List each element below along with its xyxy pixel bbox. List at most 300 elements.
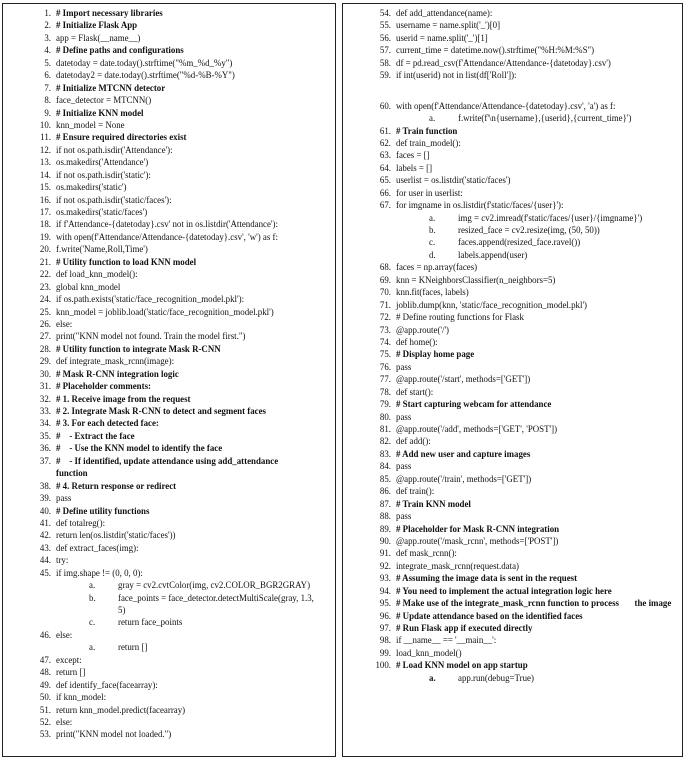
code-text: def add(): <box>396 436 431 447</box>
line-number: 37. <box>39 455 51 466</box>
line-number: 23. <box>39 281 51 292</box>
code-line <box>343 19 682 31</box>
line-number: 76. <box>379 361 391 372</box>
line-number: 32. <box>39 393 51 404</box>
code-line <box>3 505 335 517</box>
code-text: @app.route('/') <box>396 324 450 335</box>
code-line <box>3 579 335 591</box>
code-text: joblib.dump(knn, 'static/face_recognition_model.pkl') <box>396 299 588 310</box>
line-number: 96. <box>379 610 391 621</box>
line-number: 18. <box>39 219 51 230</box>
line-number: 29. <box>39 356 51 367</box>
code-text: knn.fit(faces, labels) <box>396 287 469 298</box>
code-line <box>343 174 682 186</box>
code-listing-left-column <box>2 3 336 757</box>
line-number: 82. <box>379 436 391 447</box>
code-line <box>3 567 335 579</box>
code-text: def add_attendance(name): <box>396 8 493 18</box>
code-text: if os.path.exists('static/face_recognition_model.pkl'): <box>56 294 245 305</box>
code-line <box>3 107 335 119</box>
code-line <box>343 112 682 124</box>
code-text: except: <box>56 654 82 665</box>
code-comment: # Display home page <box>396 349 475 360</box>
code-line <box>3 728 335 740</box>
code-text: with open(f'Attendance/Attendance-{datetoday}.csv', 'w') as f: <box>56 231 278 242</box>
line-number: 1. <box>44 8 51 18</box>
line-number: 61. <box>379 125 391 136</box>
line-number: 75. <box>379 349 391 360</box>
code-line <box>3 119 335 131</box>
line-number: 25. <box>39 306 51 317</box>
code-comment: # Initialize KNN model <box>56 107 144 118</box>
code-text: return len(os.listdir('static/faces')) <box>56 530 176 541</box>
code-line <box>343 7 682 19</box>
sub-item-label: a. <box>429 212 436 223</box>
line-number: 71. <box>379 299 391 310</box>
code-line <box>3 343 335 355</box>
code-line <box>343 249 682 261</box>
code-line <box>3 44 335 56</box>
line-number: 66. <box>379 187 391 198</box>
code-line <box>343 261 682 273</box>
line-number: 7. <box>44 82 51 93</box>
code-line <box>343 435 682 447</box>
code-line <box>343 547 682 559</box>
code-text: integrate_mask_rcnn(request.data) <box>396 560 519 571</box>
line-number: 47. <box>39 654 51 665</box>
code-line <box>343 386 682 398</box>
line-number: 62. <box>379 137 391 148</box>
code-text: current_time = datetime.now().strftime("%H:%M:%S") <box>396 45 595 56</box>
code-comment: # You need to implement the actual integration logic here <box>396 585 612 596</box>
line-number: 50. <box>39 692 51 703</box>
line-number: 99. <box>379 647 391 658</box>
code-text: def home(): <box>396 336 438 347</box>
code-line <box>3 616 335 628</box>
code-line <box>3 704 335 716</box>
code-line <box>3 293 335 305</box>
code-line <box>343 572 682 584</box>
line-number: 98. <box>379 635 391 646</box>
line-number: 90. <box>379 535 391 546</box>
code-comment: # 4. Return response or redirect <box>56 480 177 491</box>
code-text: img = cv2.imread(f'static/faces/{user}/{imgname}') <box>458 212 643 223</box>
code-text: if not os.path.isdir('static'): <box>56 169 151 180</box>
line-number: 24. <box>39 294 51 305</box>
code-line <box>3 492 335 504</box>
code-line <box>3 19 335 31</box>
line-number: 31. <box>39 381 51 392</box>
code-line <box>3 181 335 193</box>
sub-item-label: d. <box>429 249 436 260</box>
code-comment: # Train KNN model <box>396 498 471 509</box>
line-number: 42. <box>39 530 51 541</box>
line-number: 2. <box>44 20 51 31</box>
line-number: 22. <box>39 269 51 280</box>
line-number: 36. <box>39 443 51 454</box>
line-number: 65. <box>379 175 391 186</box>
code-line <box>3 666 335 678</box>
code-text: face_points = face_detector.detectMultiScale(gray, 1.3, <box>118 592 314 603</box>
line-number: 21. <box>39 256 51 267</box>
code-comment: # Add new user and capture images <box>396 448 531 459</box>
code-comment: # - If identified, update attendance using add_attendance <box>56 455 279 466</box>
line-number: 79. <box>379 399 391 410</box>
line-number: 70. <box>379 287 391 298</box>
code-text: global knn_model <box>56 281 121 292</box>
code-line <box>3 467 335 479</box>
code-text: def integrate_mask_rcnn(image): <box>56 356 175 367</box>
line-number: 93. <box>379 573 391 584</box>
code-text: print("KNN model not loaded.") <box>56 729 172 740</box>
code-line <box>3 281 335 293</box>
code-line <box>343 57 682 69</box>
code-line <box>343 460 682 472</box>
code-line <box>343 324 682 336</box>
code-comment: # Define paths and configurations <box>56 45 184 56</box>
line-number: 16. <box>39 194 51 205</box>
code-text: os.makedirs('static') <box>56 182 127 193</box>
line-number: 91. <box>379 548 391 559</box>
code-line <box>3 206 335 218</box>
code-line <box>3 529 335 541</box>
line-number: 45. <box>39 567 51 578</box>
line-number: 6. <box>44 70 51 81</box>
code-text: for user in userlist: <box>396 187 463 198</box>
code-comment: # 1. Receive image from the request <box>56 393 191 404</box>
line-number: 49. <box>39 679 51 690</box>
code-line <box>3 654 335 666</box>
code-text: if f'Attendance-{datetoday}.csv' not in os.listdir('Attendance'): <box>56 219 278 230</box>
line-number: 94. <box>379 585 391 596</box>
code-line <box>3 94 335 106</box>
code-comment: function <box>56 468 88 479</box>
line-number: 4. <box>44 45 51 56</box>
code-line <box>3 679 335 691</box>
line-number: 43. <box>39 542 51 553</box>
code-listing-right-column <box>342 3 683 757</box>
code-text: print("KNN model not found. Train the model first.") <box>56 331 246 342</box>
line-number: 64. <box>379 162 391 173</box>
code-text: df = pd.read_csv(f'Attendance/Attendance-{datetoday}.csv') <box>396 57 611 68</box>
code-line <box>343 622 682 634</box>
code-line <box>343 274 682 286</box>
sub-item-label: a. <box>89 642 96 653</box>
code-line <box>3 306 335 318</box>
code-text: face_detector = MTCNN() <box>56 95 152 106</box>
code-text: knn_model = None <box>56 119 125 130</box>
code-text: return knn_model.predict(facearray) <box>56 704 186 715</box>
code-text: f.write('Name,Roll,Time') <box>56 244 148 255</box>
code-text: if not os.path.isdir('static/faces'): <box>56 194 172 205</box>
code-line <box>3 156 335 168</box>
line-number: 33. <box>39 406 51 416</box>
code-text: def totalreg(): <box>56 517 106 528</box>
code-text: def extract_faces(img): <box>56 542 139 553</box>
code-text: pass <box>396 411 412 422</box>
code-line <box>343 560 682 572</box>
code-comment: # Initialize Flask App <box>56 20 138 31</box>
line-number: 34. <box>39 418 51 429</box>
line-number: 52. <box>39 716 51 727</box>
code-comment: # Load KNN model on app startup <box>396 660 528 671</box>
line-number: 10. <box>39 119 51 130</box>
code-text: pass <box>396 511 412 522</box>
code-line <box>3 604 335 616</box>
code-line <box>3 57 335 69</box>
code-line <box>343 597 682 609</box>
code-line <box>343 535 682 547</box>
line-number: 3. <box>44 32 51 43</box>
code-line <box>343 647 682 659</box>
code-text: return face_points <box>118 617 183 628</box>
line-number: 100. <box>375 660 391 671</box>
code-line <box>343 672 682 684</box>
code-line <box>343 398 682 410</box>
code-text: if not os.path.isdir('Attendance'): <box>56 144 173 155</box>
code-text: datetoday2 = date.today().strftime("%d-%B-%Y") <box>56 70 235 81</box>
code-comment: # - Use the KNN model to identify the face <box>56 443 223 454</box>
line-number: 54. <box>379 8 391 18</box>
code-line <box>3 691 335 703</box>
code-line <box>343 634 682 646</box>
code-line <box>3 318 335 330</box>
code-line <box>3 268 335 280</box>
code-comment: # - Extract the face <box>56 430 135 441</box>
code-line <box>343 659 682 671</box>
line-number: 28. <box>39 343 51 354</box>
code-comment: # Define utility functions <box>56 505 150 516</box>
code-text: def identify_face(facearray): <box>56 679 158 690</box>
code-text: app = Flask(__name__) <box>56 32 141 43</box>
code-text: for imgname in os.listdir(f'static/faces/{user}'): <box>396 200 564 211</box>
line-number: 84. <box>379 461 391 472</box>
code-line <box>343 585 682 597</box>
code-text: os.makedirs('Attendance') <box>56 157 149 168</box>
code-line <box>343 125 682 137</box>
sub-item-label: b. <box>89 592 96 603</box>
code-comment: # Ensure required directories exist <box>56 132 187 143</box>
code-line <box>343 423 682 435</box>
code-line <box>343 149 682 161</box>
line-number: 83. <box>379 448 391 459</box>
sub-item-label: b. <box>429 225 436 235</box>
line-number: 92. <box>379 560 391 571</box>
code-line <box>3 455 335 467</box>
code-line <box>3 194 335 206</box>
code-line <box>343 32 682 44</box>
line-number: 81. <box>379 424 391 434</box>
line-number: 63. <box>379 150 391 161</box>
sub-item-label: c. <box>429 237 436 248</box>
line-number: 19. <box>39 231 51 242</box>
code-text: if int(userid) not in list(df['Roll']): <box>396 70 517 81</box>
line-number: 44. <box>39 555 51 566</box>
code-text: os.makedirs('static/faces') <box>56 207 148 217</box>
code-comment: # Import necessary libraries <box>56 8 163 18</box>
code-line <box>3 430 335 442</box>
line-number: 41. <box>39 517 51 528</box>
code-text: faces = np.array(faces) <box>396 262 478 273</box>
code-text: labels = [] <box>396 162 433 173</box>
line-number: 48. <box>39 667 51 678</box>
code-text: userlist = os.listdir('static/faces') <box>396 175 511 186</box>
code-text: app.run(debug=True) <box>458 672 534 683</box>
code-text: pass <box>56 493 72 504</box>
sub-item-label: a. <box>429 672 436 683</box>
code-line <box>343 137 682 149</box>
code-text: else: <box>56 318 73 329</box>
line-number: 8. <box>44 95 51 106</box>
code-line <box>3 517 335 529</box>
line-number: 69. <box>379 274 391 285</box>
code-text: def load_knn_model(): <box>56 269 138 280</box>
code-line <box>343 82 682 100</box>
code-line <box>343 100 682 112</box>
line-number: 17. <box>39 207 51 217</box>
code-text: f.write(f'\n{username},{userid},{current_time}') <box>458 113 632 124</box>
code-line <box>343 610 682 622</box>
line-number: 5. <box>44 57 51 68</box>
code-comment: # Utility function to load KNN model <box>56 256 197 267</box>
code-line <box>343 212 682 224</box>
line-number: 56. <box>379 32 391 43</box>
code-text: try: <box>56 555 69 566</box>
line-number: 60. <box>379 100 391 111</box>
code-line <box>343 199 682 211</box>
code-text: # Define routing functions for Flask <box>396 312 524 323</box>
line-number: 51. <box>39 704 51 715</box>
line-number: 95. <box>379 598 391 609</box>
code-line <box>3 405 335 417</box>
code-line <box>343 187 682 199</box>
code-line <box>3 641 335 653</box>
code-line <box>3 542 335 554</box>
code-line <box>3 716 335 728</box>
code-line <box>343 162 682 174</box>
code-text: faces = [] <box>396 150 430 161</box>
line-number: 88. <box>379 511 391 522</box>
code-line <box>3 355 335 367</box>
code-text: datetoday = date.today().strftime("%m_%d_%y") <box>56 57 233 68</box>
code-text: load_knn_model() <box>396 647 462 658</box>
line-number: 11. <box>40 132 51 143</box>
code-line <box>3 330 335 342</box>
code-text: @app.route('/add', methods=['GET', 'POST']) <box>396 424 558 434</box>
code-line <box>3 231 335 243</box>
code-line <box>3 592 335 604</box>
code-text: gray = cv2.cvtColor(img, cv2.COLOR_BGR2GRAY) <box>118 580 311 591</box>
sub-item-label: c. <box>89 617 96 628</box>
code-line <box>3 256 335 268</box>
code-comment: # Train function <box>396 125 458 136</box>
code-text: username = name.split('_')[0] <box>396 20 501 31</box>
code-text: pass <box>396 361 412 372</box>
code-text: with open(f'Attendance/Attendance-{datetoday}.csv', 'a') as f: <box>396 100 616 111</box>
code-line <box>343 373 682 385</box>
code-text: def start(): <box>396 386 434 397</box>
code-line <box>343 299 682 311</box>
code-line <box>3 7 335 19</box>
line-number: 73. <box>379 324 391 335</box>
line-number: 12. <box>39 144 51 155</box>
left-lines <box>3 4 335 741</box>
line-number: 35. <box>39 430 51 441</box>
code-line <box>343 336 682 348</box>
code-line <box>3 131 335 143</box>
code-text: else: <box>56 629 73 640</box>
code-text: faces.append(resized_face.ravel()) <box>458 237 581 248</box>
code-text: return [] <box>118 642 148 653</box>
code-text: return [] <box>56 667 86 678</box>
line-number: 87. <box>379 498 391 509</box>
code-text: 5) <box>118 605 126 615</box>
line-number: 13. <box>39 157 51 168</box>
code-comment: # Assuming the image data is sent in the request <box>396 573 578 584</box>
line-number: 38. <box>39 480 51 491</box>
code-comment: # 2. Integrate Mask R-CNN to detect and segment faces <box>56 406 266 416</box>
code-line <box>343 485 682 497</box>
code-text: @app.route('/train', methods=['GET']) <box>396 473 532 484</box>
line-number: 58. <box>379 57 391 68</box>
code-comment: # Mask R-CNN integration logic <box>56 368 179 379</box>
line-number: 74. <box>379 336 391 347</box>
code-line <box>3 368 335 380</box>
line-number: 67. <box>379 200 391 211</box>
code-comment: # Run Flask app if executed directly <box>396 623 533 633</box>
line-number: 30. <box>39 368 51 379</box>
line-number: 26. <box>39 318 51 329</box>
code-line <box>3 169 335 181</box>
code-line <box>3 480 335 492</box>
code-text: def train(): <box>396 486 435 497</box>
line-number: 55. <box>379 20 391 31</box>
code-text: knn = KNeighborsClassifier(n_neighbors=5) <box>396 274 556 285</box>
code-line <box>343 411 682 423</box>
code-text: resized_face = cv2.resize(img, (50, 50)) <box>458 225 600 235</box>
line-number: 77. <box>379 374 391 385</box>
code-line <box>3 629 335 641</box>
code-text: if img.shape != (0, 0, 0): <box>56 567 143 578</box>
code-line <box>343 311 682 323</box>
code-line <box>3 32 335 44</box>
code-comment: # Update attendance based on the identified faces <box>396 610 583 621</box>
line-number: 14. <box>39 169 51 180</box>
code-comment: # Placeholder for Mask R-CNN integration <box>396 523 560 534</box>
code-text: else: <box>56 716 73 727</box>
line-number: 59. <box>379 70 391 81</box>
code-line <box>343 348 682 360</box>
code-text: knn_model = joblib.load('static/face_recognition_model.pkl') <box>56 306 274 317</box>
code-line <box>3 69 335 81</box>
line-number: 57. <box>379 45 391 56</box>
code-line <box>3 218 335 230</box>
code-line <box>3 554 335 566</box>
code-text: def train_model(): <box>396 137 461 148</box>
line-number: 72. <box>379 312 391 323</box>
code-line <box>3 82 335 94</box>
line-number: 53. <box>39 729 51 740</box>
code-text: if __name__ == '__main__': <box>396 635 497 646</box>
code-comment: # Make use of the integrate_mask_rcnn function to process the image <box>396 598 672 609</box>
code-text: @app.route('/mask_rcnn', methods=['POST']) <box>396 535 559 546</box>
line-number: 46. <box>39 629 51 640</box>
line-number: 20. <box>39 244 51 255</box>
code-line <box>3 144 335 156</box>
code-line <box>343 448 682 460</box>
code-line <box>343 498 682 510</box>
code-line <box>343 473 682 485</box>
